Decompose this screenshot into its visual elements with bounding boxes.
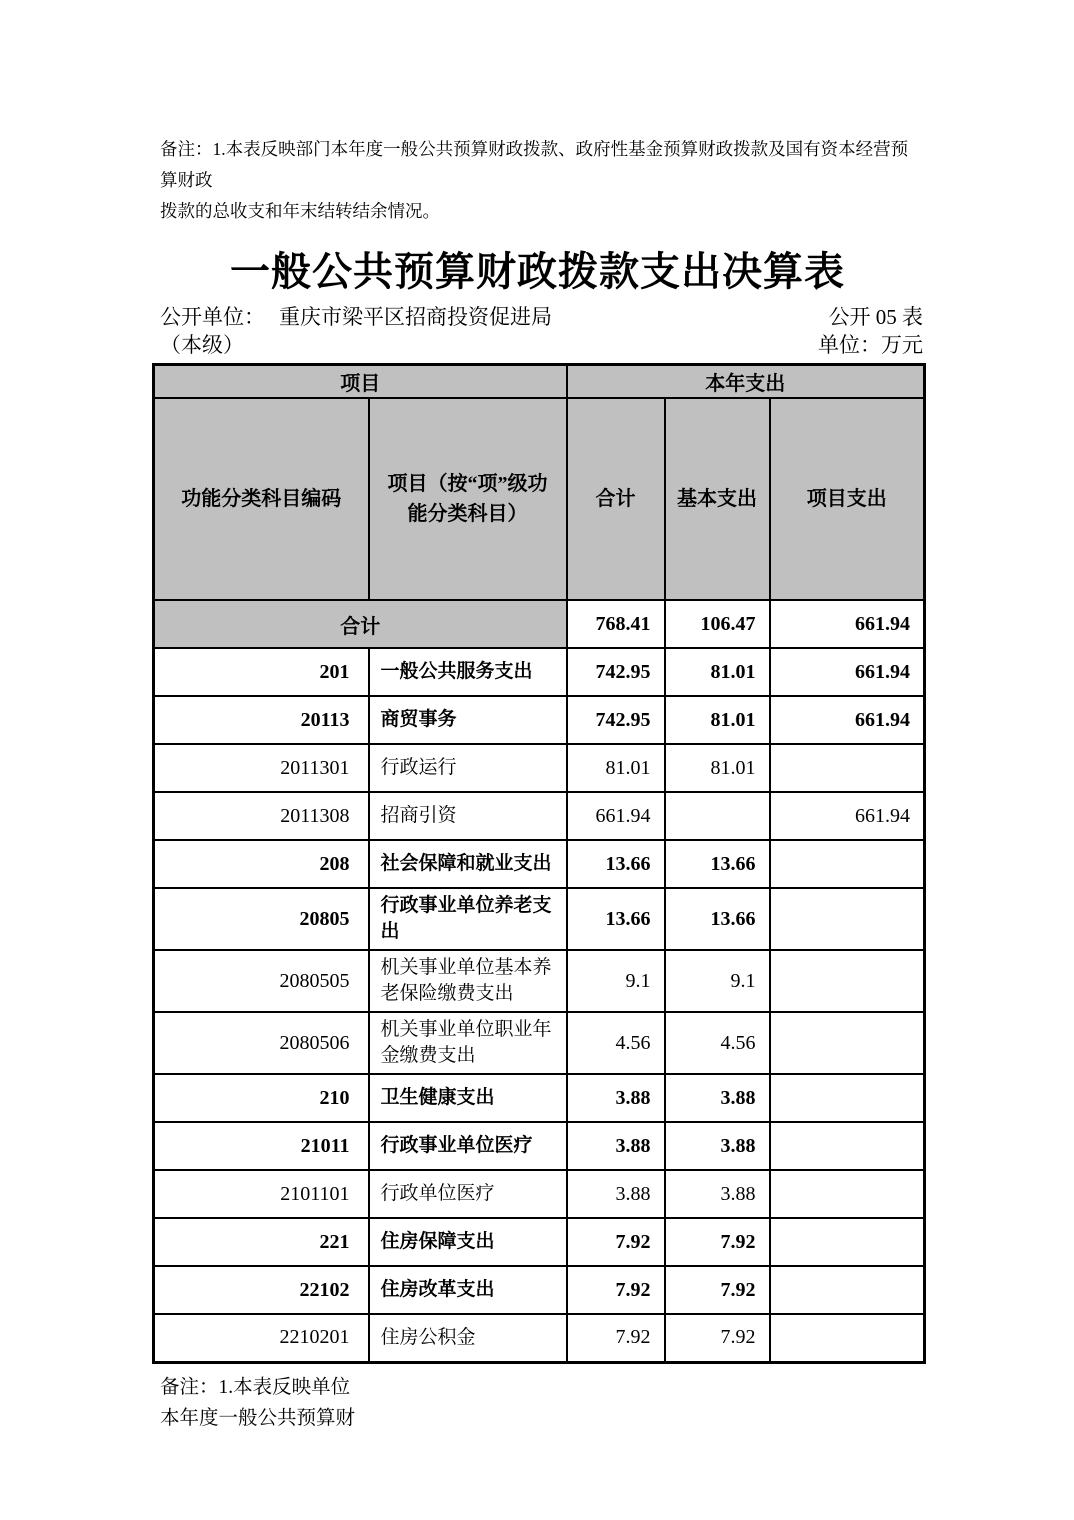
cell-project-expense: 661.94 (770, 696, 925, 744)
publish-unit-name: 重庆市梁平区招商投资促进局 (279, 305, 552, 329)
cell-function-code: 201 (154, 648, 369, 696)
total-row-sum: 768.41 (567, 600, 665, 648)
table-row (154, 1170, 925, 1218)
cell-function-code: 210 (154, 1074, 369, 1122)
cell-function-code: 2080505 (154, 950, 369, 1012)
cell-function-code: 22102 (154, 1266, 369, 1314)
cell-item-name: 卫生健康支出 (369, 1074, 567, 1122)
cell-project-expense (770, 1170, 925, 1218)
cell-total: 3.88 (567, 1170, 665, 1218)
header-col-code: 功能分类科目编码 (154, 398, 369, 600)
cell-item-name: 社会保障和就业支出 (369, 840, 567, 888)
footer-note-line2: 本年度一般公共预算财 (160, 1407, 356, 1429)
table-row (154, 1012, 925, 1074)
cell-basic-expense: 9.1 (665, 950, 770, 1012)
cell-project-expense (770, 1266, 925, 1314)
cell-function-code: 221 (154, 1218, 369, 1266)
table-number: 公开 05 表 (828, 305, 923, 329)
cell-project-expense: 661.94 (770, 648, 925, 696)
total-row-project: 661.94 (770, 600, 925, 648)
cell-basic-expense: 81.01 (665, 744, 770, 792)
header-col-total: 合计 (567, 398, 665, 600)
cell-total: 4.56 (567, 1012, 665, 1074)
footer-note-line1: 备注：1.本表反映单位 (160, 1376, 351, 1398)
cell-item-name: 住房改革支出 (369, 1266, 567, 1314)
cell-function-code: 20113 (154, 696, 369, 744)
cell-item-name: 住房公积金 (369, 1314, 567, 1362)
header-group-year-expense: 本年支出 (567, 365, 925, 399)
cell-project-expense (770, 1314, 925, 1362)
table-row (154, 1218, 925, 1266)
cell-function-code: 2011308 (154, 792, 369, 840)
cell-project-expense (770, 744, 925, 792)
header-group-item: 项目 (154, 365, 567, 399)
table-row (154, 792, 925, 840)
cell-function-code: 20805 (154, 888, 369, 950)
cell-basic-expense: 3.88 (665, 1122, 770, 1170)
cell-total: 7.92 (567, 1218, 665, 1266)
table-row (154, 1074, 925, 1122)
cell-project-expense (770, 1074, 925, 1122)
cell-function-code: 2011301 (154, 744, 369, 792)
cell-item-name: 机关事业单位基本养老保险缴费支出 (369, 950, 567, 1012)
table-row (154, 1122, 925, 1170)
cell-total: 81.01 (567, 744, 665, 792)
meta-row-1 (152, 303, 923, 331)
cell-basic-expense: 7.92 (665, 1314, 770, 1362)
cell-basic-expense: 3.88 (665, 1170, 770, 1218)
cell-basic-expense: 81.01 (665, 696, 770, 744)
cell-total: 661.94 (567, 792, 665, 840)
header-col-basic: 基本支出 (665, 398, 770, 600)
cell-total: 13.66 (567, 888, 665, 950)
page (152, 0, 923, 1434)
table-row (154, 1314, 925, 1362)
cell-item-name: 招商引资 (369, 792, 567, 840)
footer-note (152, 1372, 923, 1434)
table-row (154, 648, 925, 696)
cell-item-name: 行政事业单位医疗 (369, 1122, 567, 1170)
budget-table (152, 363, 926, 1364)
unit-level: （本级） (160, 333, 244, 357)
table-row (154, 888, 925, 950)
cell-project-expense (770, 888, 925, 950)
cell-function-code: 2080506 (154, 1012, 369, 1074)
table-row (154, 950, 925, 1012)
header-group-row (154, 365, 925, 399)
top-note-line1: 备注：1.本表反映部门本年度一般公共预算财政拨款、政府性基金预算财政拨款及国有资本经营预算财政 (160, 139, 909, 190)
cell-function-code: 208 (154, 840, 369, 888)
table-row (154, 1266, 925, 1314)
cell-item-name: 行政运行 (369, 744, 567, 792)
header-col-item: 项目（按“项”级功能分类科目） (369, 398, 567, 600)
header-columns-row (154, 398, 925, 600)
header-col-project: 项目支出 (770, 398, 925, 600)
meta-row-2 (152, 331, 923, 359)
cell-basic-expense: 3.88 (665, 1074, 770, 1122)
cell-project-expense (770, 840, 925, 888)
cell-basic-expense: 4.56 (665, 1012, 770, 1074)
table-row-total (154, 600, 925, 648)
cell-project-expense: 661.94 (770, 792, 925, 840)
cell-total: 742.95 (567, 696, 665, 744)
cell-project-expense (770, 1122, 925, 1170)
cell-function-code: 2210201 (154, 1314, 369, 1362)
cell-project-expense (770, 1012, 925, 1074)
total-row-label: 合计 (154, 600, 567, 648)
cell-basic-expense (665, 792, 770, 840)
table-row (154, 840, 925, 888)
publish-unit (160, 303, 552, 331)
table-body (154, 600, 925, 1362)
cell-total: 7.92 (567, 1314, 665, 1362)
cell-total: 742.95 (567, 648, 665, 696)
cell-total: 3.88 (567, 1122, 665, 1170)
cell-function-code: 21011 (154, 1122, 369, 1170)
cell-item-name: 行政单位医疗 (369, 1170, 567, 1218)
table-row (154, 696, 925, 744)
cell-item-name: 行政事业单位养老支出 (369, 888, 567, 950)
cell-total: 13.66 (567, 840, 665, 888)
publish-unit-label: 公开单位： (160, 305, 265, 329)
cell-basic-expense: 13.66 (665, 888, 770, 950)
page-title: 一般公共预算财政拨款支出决算表 (230, 249, 845, 294)
cell-project-expense (770, 1218, 925, 1266)
cell-function-code: 2101101 (154, 1170, 369, 1218)
cell-basic-expense: 7.92 (665, 1218, 770, 1266)
top-note-line2: 拨款的总收支和年末结转结余情况。 (160, 201, 440, 221)
cell-basic-expense: 13.66 (665, 840, 770, 888)
cell-project-expense (770, 950, 925, 1012)
cell-item-name: 商贸事务 (369, 696, 567, 744)
top-note (152, 134, 923, 227)
cell-total: 3.88 (567, 1074, 665, 1122)
cell-basic-expense: 7.92 (665, 1266, 770, 1314)
cell-item-name: 住房保障支出 (369, 1218, 567, 1266)
money-unit: 单位：万元 (818, 333, 923, 357)
table-row (154, 744, 925, 792)
cell-item-name: 一般公共服务支出 (369, 648, 567, 696)
cell-total: 9.1 (567, 950, 665, 1012)
cell-item-name: 机关事业单位职业年金缴费支出 (369, 1012, 567, 1074)
total-row-basic: 106.47 (665, 600, 770, 648)
cell-total: 7.92 (567, 1266, 665, 1314)
cell-basic-expense: 81.01 (665, 648, 770, 696)
